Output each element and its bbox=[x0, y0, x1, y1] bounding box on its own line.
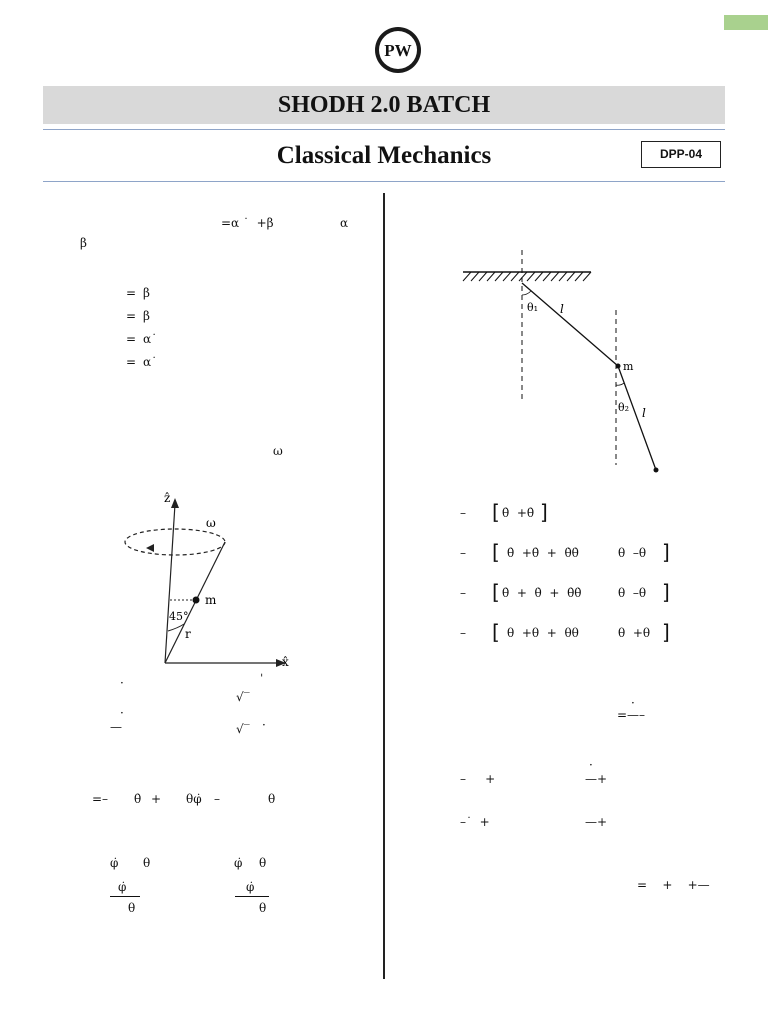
q3-option-a-theta: θ bbox=[143, 856, 151, 870]
header-rule-top bbox=[43, 129, 725, 130]
q5-dot: · bbox=[631, 696, 635, 710]
q1-option-d-eq: = bbox=[126, 355, 137, 369]
subject-title: Classical Mechanics bbox=[276, 142, 492, 169]
q5-option-b: —+ bbox=[585, 772, 608, 786]
q2-option-c-sqrt: √‾ bbox=[236, 690, 250, 704]
q3-option-d-phi: φ̇ bbox=[246, 880, 255, 894]
q1-beta: β bbox=[80, 236, 87, 250]
q3-option-a-phi: φ̇ bbox=[110, 856, 119, 870]
q3-plus: + bbox=[151, 792, 162, 806]
q6-expression: = + +— bbox=[637, 878, 710, 892]
theta1-label: θ₁ bbox=[527, 301, 539, 314]
q2-rotating-cone-figure bbox=[110, 488, 300, 678]
q3-option-b-phi: φ̇ bbox=[234, 856, 243, 870]
q5-expression: =—– bbox=[617, 708, 646, 722]
q3-theta: θ bbox=[268, 792, 276, 806]
q4-option-c-rbracket: ] bbox=[662, 580, 670, 604]
r-label: r bbox=[185, 627, 191, 641]
q3-option-c-phi: φ̇ bbox=[118, 880, 127, 894]
q3-option-c-fraction-bar bbox=[110, 896, 140, 897]
q4-option-d-tail: θ +θ bbox=[618, 626, 651, 640]
angle-label: 45° bbox=[169, 610, 189, 623]
q2-option-b-frac: — bbox=[110, 720, 122, 734]
q4-option-b-rbracket: ] bbox=[662, 540, 670, 564]
x-axis-label: x̂ bbox=[282, 655, 289, 669]
q4-option-d-lead: – bbox=[460, 626, 466, 640]
omega-label: ω bbox=[206, 516, 216, 530]
q2-option-d-dot: · bbox=[262, 718, 266, 732]
q4-option-c-lead: – bbox=[460, 586, 466, 600]
q4-option-d-inside: θ +θ + θθ bbox=[507, 626, 579, 640]
q4-option-c-lbracket: [ bbox=[492, 580, 500, 604]
q4-option-a-rbracket: ] bbox=[540, 500, 548, 524]
logo-text: PW bbox=[384, 41, 412, 60]
q4-option-b-lbracket: [ bbox=[492, 540, 500, 564]
q2-omega: ω bbox=[273, 444, 283, 458]
q4-option-d-rbracket: ] bbox=[662, 620, 670, 644]
q3-option-d-fraction-bar bbox=[235, 896, 269, 897]
l2-label: l bbox=[642, 406, 646, 420]
mass-label: m bbox=[205, 593, 217, 607]
q1-option-c: α˙ bbox=[143, 332, 158, 346]
q1-option-d: α˙ bbox=[143, 355, 158, 369]
batch-title: SHODH 2.0 BATCH bbox=[277, 92, 491, 118]
header-rule-bottom bbox=[43, 181, 725, 182]
q2-option-c-tick: ˈ bbox=[260, 672, 264, 686]
dpp-badge: DPP-04 bbox=[641, 141, 721, 168]
q4-option-c-tail: θ –θ bbox=[618, 586, 647, 600]
q5-option-a: – + bbox=[460, 772, 496, 786]
pw-logo-icon bbox=[374, 26, 422, 74]
q1-option-a-eq: = bbox=[126, 286, 137, 300]
q2-option-d-sqrt: √‾ bbox=[236, 722, 250, 736]
z-axis-label: ẑ bbox=[164, 491, 171, 505]
mass-label-m: m bbox=[623, 360, 634, 373]
q4-double-pendulum-figure bbox=[455, 245, 675, 480]
q1-alpha: α bbox=[340, 216, 349, 230]
corner-tab bbox=[724, 15, 768, 30]
q1-expression: =α ˙ +β bbox=[221, 216, 274, 230]
q3-theta-dot: θ̇ bbox=[134, 792, 142, 806]
q1-option-a: β bbox=[143, 286, 150, 300]
q2-option-b-dot: · bbox=[120, 706, 124, 720]
q4-option-d-lbracket: [ bbox=[492, 620, 500, 644]
q3-eq: =– bbox=[92, 792, 109, 806]
q4-option-a-inside: θ̇ +θ̇ bbox=[502, 506, 535, 520]
q5-option-d: —+ bbox=[585, 815, 608, 829]
q1-option-b-eq: = bbox=[126, 309, 137, 323]
q3-theta-phi-dot: θφ̇ bbox=[186, 792, 202, 806]
q4-option-a-lbracket: [ bbox=[492, 500, 500, 524]
q4-option-b-lead: – bbox=[460, 546, 466, 560]
q5-option-c: –˙ + bbox=[460, 815, 490, 829]
column-divider bbox=[383, 193, 385, 979]
q3-minus: – bbox=[214, 792, 220, 806]
q4-option-b-tail: θ –θ bbox=[618, 546, 647, 560]
q3-option-c-theta: θ bbox=[128, 901, 136, 915]
q1-option-c-eq: = bbox=[126, 332, 137, 346]
q4-option-b-inside: θ̇ +θ̇ + θ̇θ̇ bbox=[507, 546, 579, 560]
q1-option-b: β bbox=[143, 309, 150, 323]
q2-option-a-dot: · bbox=[120, 676, 124, 690]
q5-option-b-dot: · bbox=[589, 758, 593, 772]
theta2-label: θ₂ bbox=[618, 401, 630, 414]
l1-label: l bbox=[560, 302, 564, 316]
q4-option-a-lead: – bbox=[460, 506, 466, 520]
q3-option-b-theta: θ bbox=[259, 856, 267, 870]
q3-option-d-theta: θ bbox=[259, 901, 267, 915]
q4-option-c-inside: θ̇ + θ̇ + θ̇θ̇ bbox=[502, 586, 582, 600]
